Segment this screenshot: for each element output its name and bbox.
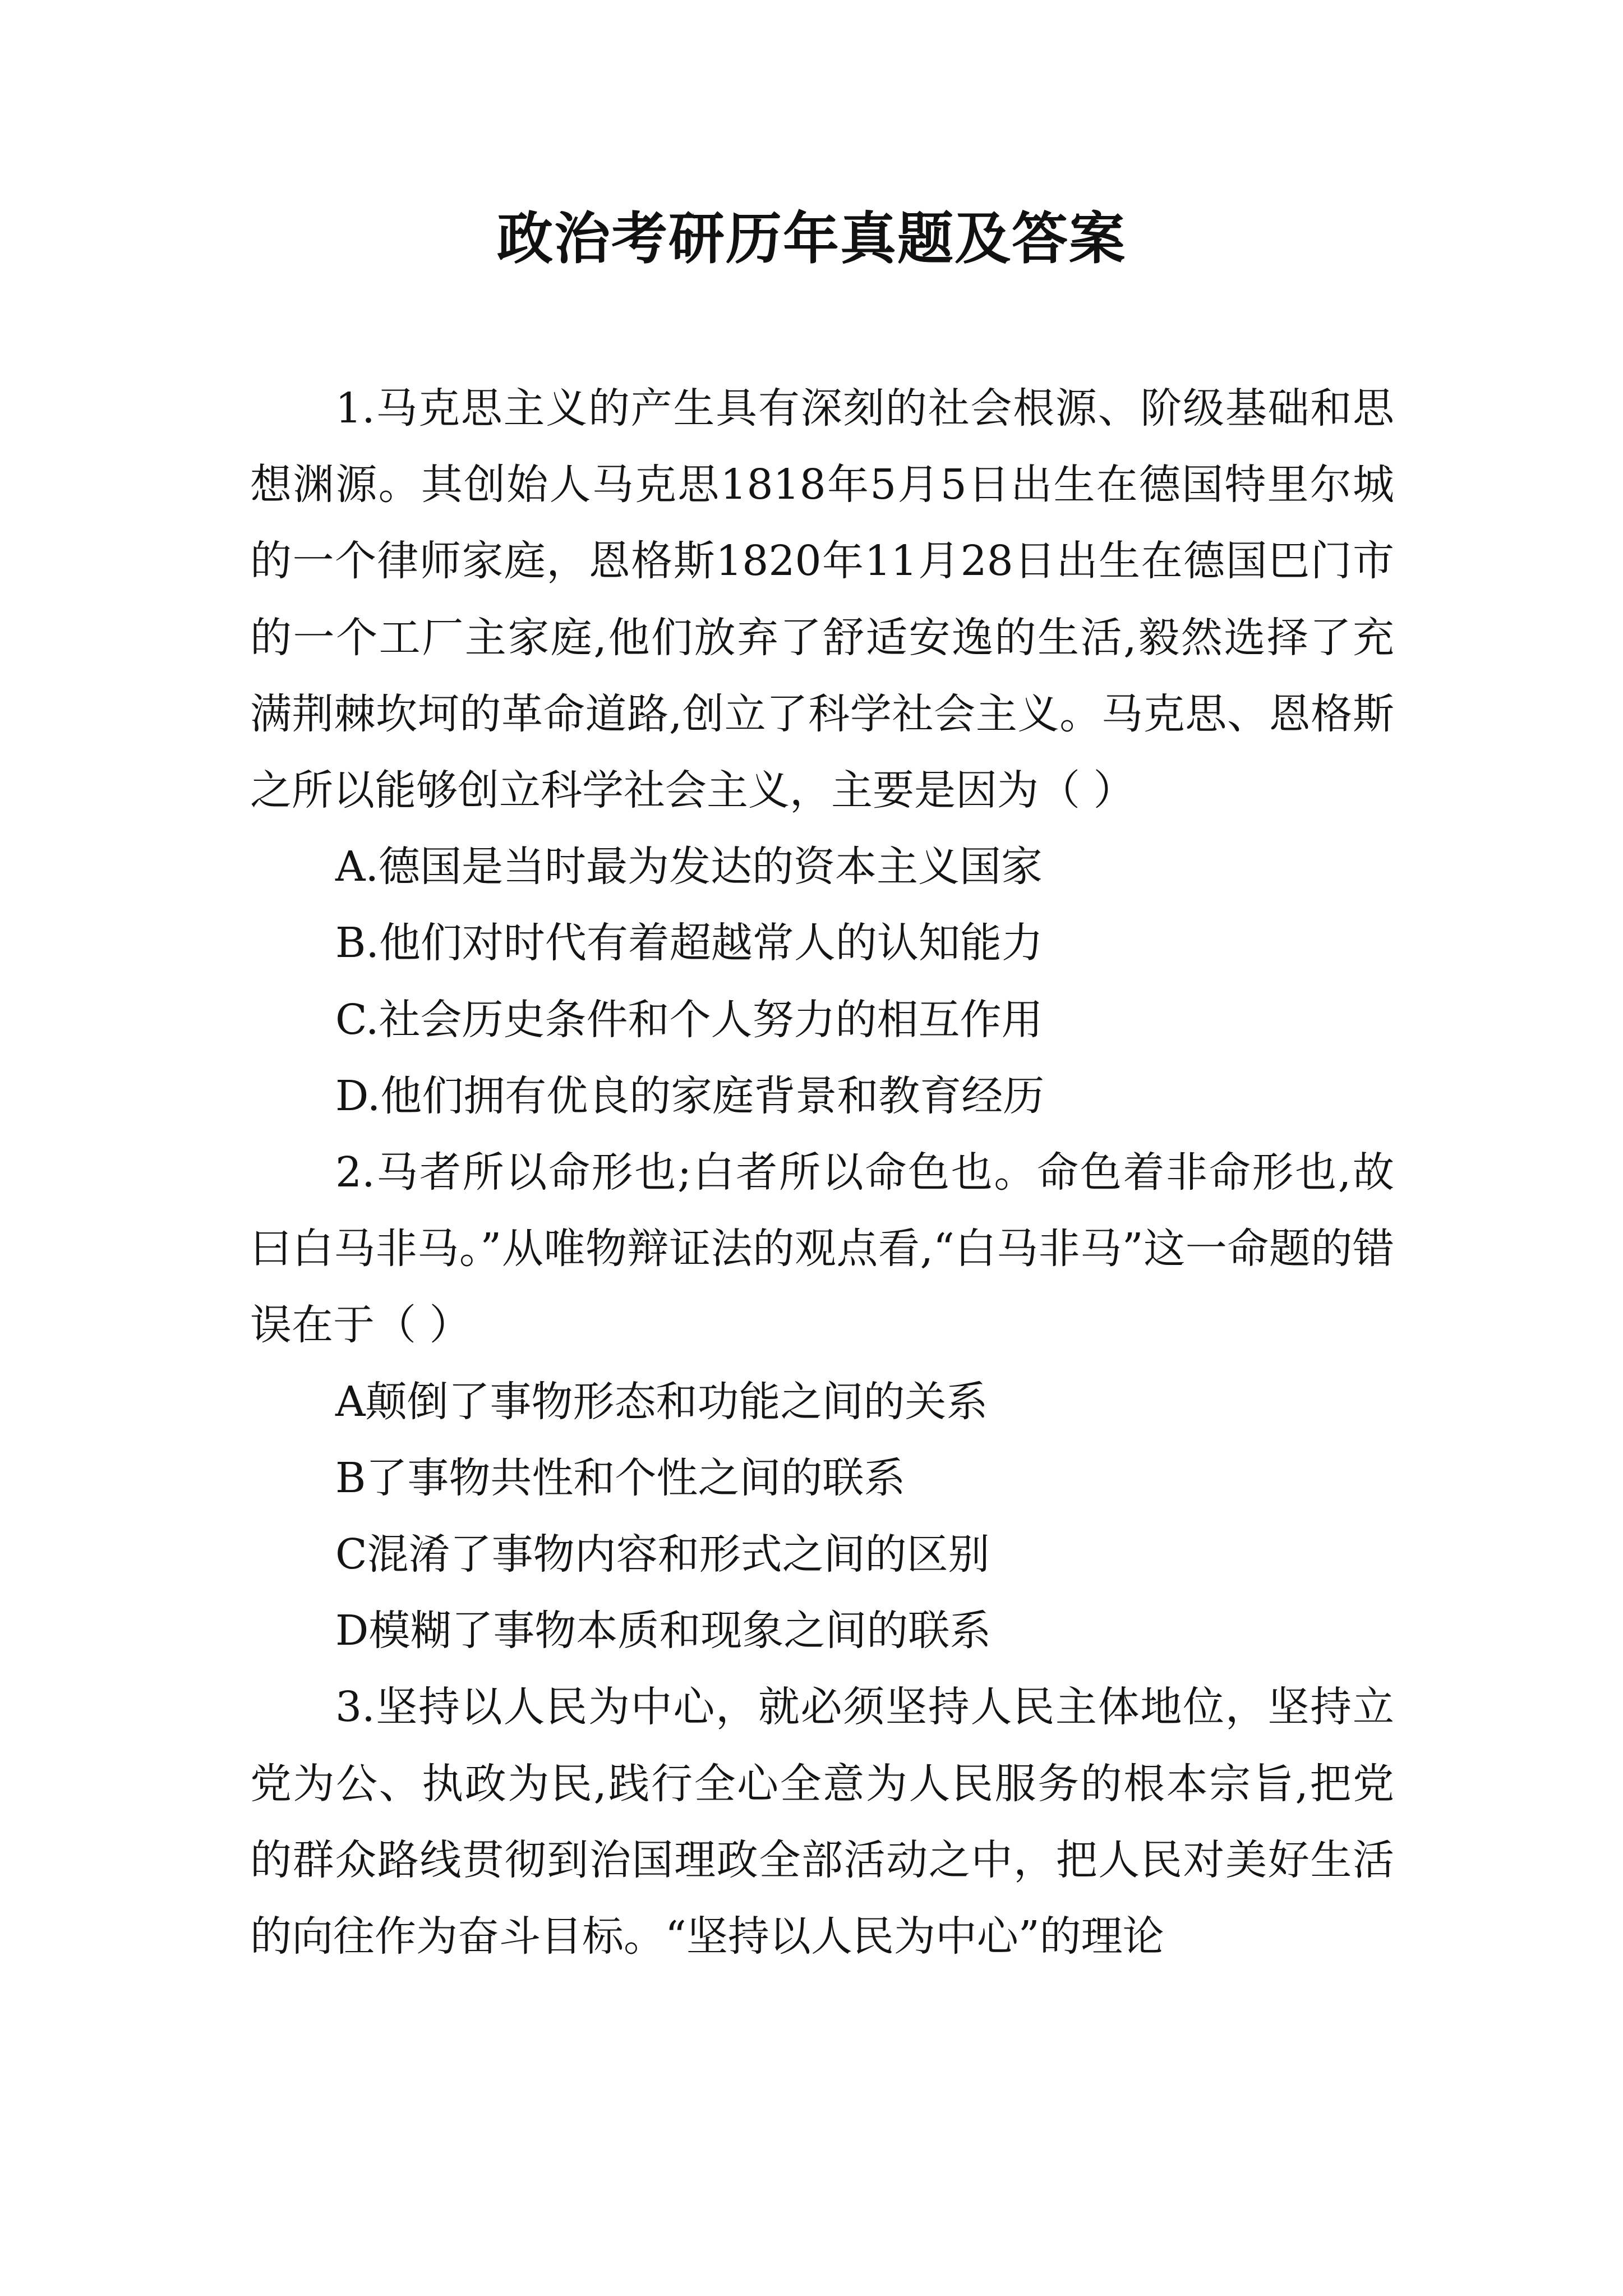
question-2-option-c: C混淆了事物内容和形式之间的区别: [335, 1530, 990, 1579]
question-1-option-c: C.社会历史条件和个人努力的相互作用: [335, 995, 1043, 1044]
question-3-stem: 3.坚持以人民为中心，就必须坚持人民主体地位，坚持立党为公、执政为民,践行全心全意为人民服务的根本宗旨,把党的群众路线贯彻到治国理政全部活动之中，把人民对美好生活的向往作为奋斗目标。“坚持以人民为中心”的理论: [250, 1683, 1394, 1961]
document-body: [250, 370, 1394, 1975]
question-1-option-b: B.他们对时代有着超越常人的认知能力: [335, 919, 1043, 968]
question-2-option-b: B了事物共性和个性之间的联系: [335, 1453, 906, 1502]
question-1-stem: 1.马克思主义的产生具有深刻的社会根源、阶级基础和思想渊源。其创始人马克思1818年5月5日出生在德国特里尔城的一个律师家庭，恩格斯1820年11月28日出生在德国巴门市的一个工厂主家庭,他们放弃了舒适安逸的生活,毅然选择了充满荆棘坎坷的革命道路,创立了科学社会主义。马克思、恩格斯之所以能够创立科学社会主义，主要是因为（ ）: [250, 384, 1394, 815]
question-2-option-a: A颠倒了事物形态和功能之间的关系: [335, 1377, 988, 1426]
document-title: 政治考研历年真题及答案: [497, 205, 1126, 272]
question-1-option-d: D.他们拥有优良的家庭背景和教育经历: [335, 1071, 1045, 1120]
question-2-stem: 2.马者所以命形也;白者所以命色也。命色着非命形也,故曰白马非马。”从唯物辩证法的观点看,“白马非马”这一命题的错误在于（ ）: [250, 1148, 1394, 1350]
question-1-option-a: A.德国是当时最为发达的资本主义国家: [335, 843, 1043, 891]
question-2-option-d: D模糊了事物本质和现象之间的联系: [335, 1607, 992, 1655]
